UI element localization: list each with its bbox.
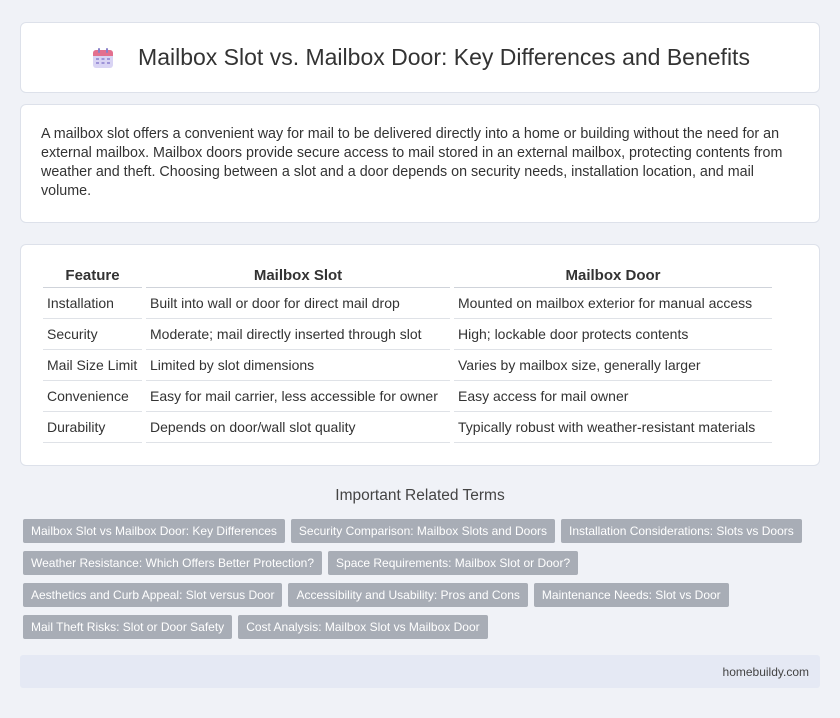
table-cell: Moderate; mail directly inserted through slot <box>146 319 450 350</box>
table-cell: Security <box>43 319 142 350</box>
tag-row <box>23 615 823 639</box>
related-term-tag[interactable]: Space Requirements: Mailbox Slot or Door? <box>328 551 578 575</box>
related-terms-list <box>23 519 823 647</box>
related-term-tag[interactable]: Mail Theft Risks: Slot or Door Safety <box>23 615 232 639</box>
table-row <box>43 350 772 381</box>
table-cell: Easy for mail carrier, less accessible for owner <box>146 381 450 412</box>
header-feature: Feature <box>43 263 142 288</box>
table-cell: Installation <box>43 288 142 319</box>
table-cell: Mounted on mailbox exterior for manual access <box>454 288 772 319</box>
table-row <box>43 319 772 350</box>
related-term-tag[interactable]: Installation Considerations: Slots vs Doors <box>561 519 802 543</box>
footer-site-name: homebuildy.com <box>722 664 809 679</box>
tag-row <box>23 583 823 607</box>
table-row <box>43 381 772 412</box>
table-cell: Convenience <box>43 381 142 412</box>
table-cell: High; lockable door protects contents <box>454 319 772 350</box>
header-mailbox-door: Mailbox Door <box>454 263 772 288</box>
table-cell: Mail Size Limit <box>43 350 142 381</box>
intro-text: A mailbox slot offers a convenient way for mail to be delivered directly into a home or building without the need for an external mailbox. Mailbox doors provide secure access to mail stored in an external mailbox, protecting contents from weather and theft. Choosing between a slot and a door depends on security needs, installation location, and mail volume. <box>41 126 783 199</box>
related-term-tag[interactable]: Weather Resistance: Which Offers Better Protection? <box>23 551 322 575</box>
related-term-tag[interactable]: Cost Analysis: Mailbox Slot vs Mailbox Door <box>238 615 487 639</box>
tag-row <box>23 519 823 543</box>
table-cell: Typically robust with weather-resistant materials <box>454 412 772 443</box>
related-terms-heading: Important Related Terms <box>335 487 505 504</box>
title-card <box>20 22 820 93</box>
related-term-tag[interactable]: Maintenance Needs: Slot vs Door <box>534 583 729 607</box>
table-row <box>43 288 772 319</box>
header-mailbox-slot: Mailbox Slot <box>146 263 450 288</box>
calendar-icon <box>90 45 116 71</box>
intro-card <box>20 104 820 223</box>
table-row <box>43 412 772 443</box>
table-cell: Durability <box>43 412 142 443</box>
table-cell: Built into wall or door for direct mail drop <box>146 288 450 319</box>
table-header-row <box>43 263 772 288</box>
related-term-tag[interactable]: Security Comparison: Mailbox Slots and Doors <box>291 519 555 543</box>
table-cell: Limited by slot dimensions <box>146 350 450 381</box>
comparison-table <box>39 263 776 443</box>
comparison-table-card <box>20 244 820 466</box>
table-cell: Varies by mailbox size, generally larger <box>454 350 772 381</box>
tag-row <box>23 551 823 575</box>
related-term-tag[interactable]: Accessibility and Usability: Pros and Cons <box>288 583 527 607</box>
footer <box>20 655 820 688</box>
table-cell: Easy access for mail owner <box>454 381 772 412</box>
related-term-tag[interactable]: Mailbox Slot vs Mailbox Door: Key Differences <box>23 519 285 543</box>
page-title: Mailbox Slot vs. Mailbox Door: Key Differences and Benefits <box>138 44 750 70</box>
table-cell: Depends on door/wall slot quality <box>146 412 450 443</box>
related-term-tag[interactable]: Aesthetics and Curb Appeal: Slot versus Door <box>23 583 282 607</box>
